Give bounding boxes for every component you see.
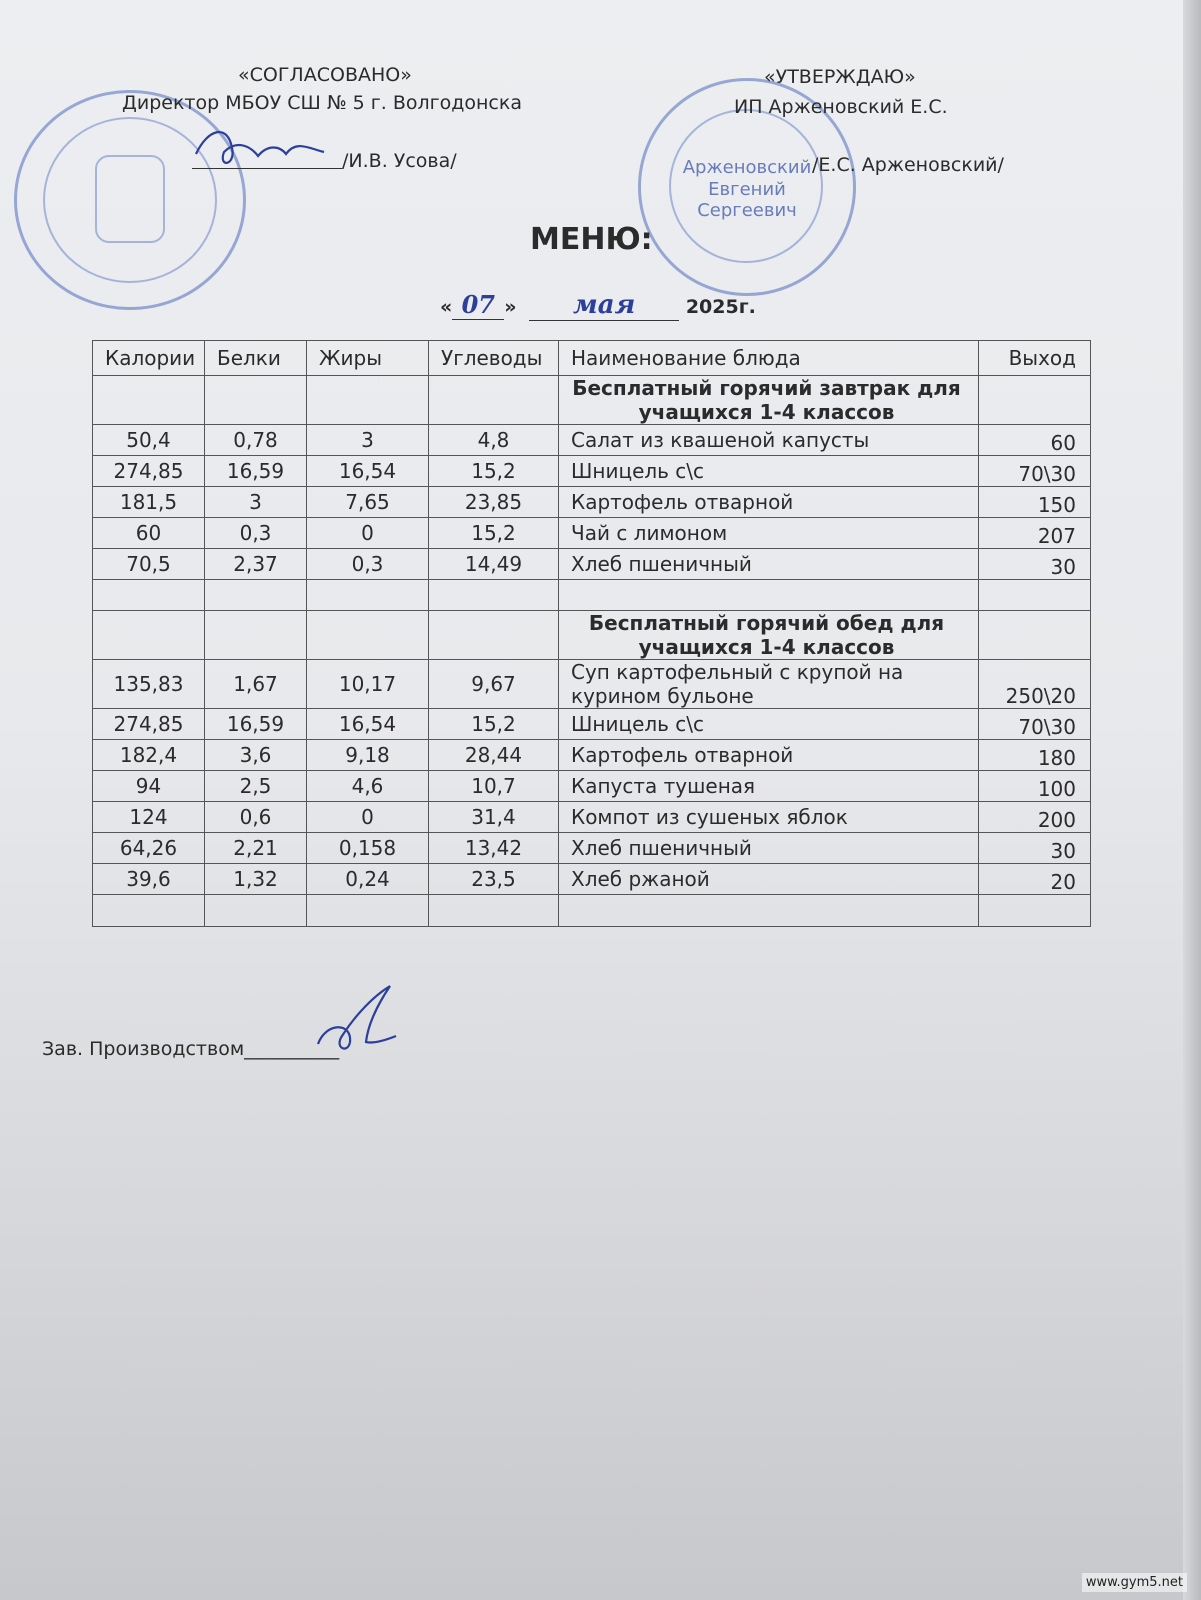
proteins-cell: 1,67 (205, 660, 307, 709)
calories-cell: 181,5 (93, 487, 205, 518)
dish-name-cell: Салат из квашеной капусты (559, 425, 979, 456)
date-year: 2025г. (685, 296, 756, 318)
calories-cell: 39,6 (93, 864, 205, 895)
table-header-row (93, 341, 1091, 376)
dish-name-cell: Суп картофельный с крупой на курином бульоне (559, 660, 979, 709)
yield-cell: 30 (979, 549, 1091, 580)
spacer-row (93, 580, 1091, 611)
proteins-cell: 2,37 (205, 549, 307, 580)
left-signature-scribble (188, 118, 338, 174)
fats-cell: 10,17 (307, 660, 429, 709)
col-header-yield: Выход (979, 341, 1091, 376)
stamp-name-line-1: Арженовский (682, 157, 812, 178)
proteins-cell: 0,78 (205, 425, 307, 456)
col-header-proteins: Белки (205, 341, 307, 376)
proteins-cell: 3,6 (205, 740, 307, 771)
page-title: МЕНЮ: (530, 222, 653, 257)
breakfast-section-row (93, 376, 1091, 425)
calories-cell: 124 (93, 802, 205, 833)
table-row (93, 487, 1091, 518)
col-header-carbs: Углеводы (429, 341, 559, 376)
calories-cell: 274,85 (93, 709, 205, 740)
lunch-rows (93, 660, 1091, 895)
table-row (93, 456, 1091, 487)
yield-cell: 250\20 (979, 660, 1091, 709)
paper-edge (1183, 0, 1201, 1600)
table-row (93, 660, 1091, 709)
date-month: мая (529, 290, 679, 321)
calories-cell: 182,4 (93, 740, 205, 771)
carbs-cell: 15,2 (429, 709, 559, 740)
right-signature-name: /Е.С. Арженовский/ (812, 154, 1004, 176)
table-row (93, 549, 1091, 580)
carbs-cell: 28,44 (429, 740, 559, 771)
dish-name-cell: Шницель с\с (559, 456, 979, 487)
proteins-cell: 1,32 (205, 864, 307, 895)
proteins-cell: 2,21 (205, 833, 307, 864)
date-day: 07 (452, 290, 504, 320)
lunch-section-row (93, 611, 1091, 660)
table-row (93, 864, 1091, 895)
col-header-fats: Жиры (307, 341, 429, 376)
calories-cell: 135,83 (93, 660, 205, 709)
dish-name-cell: Картофель отварной (559, 487, 979, 518)
yield-cell: 150 (979, 487, 1091, 518)
table-row (93, 833, 1091, 864)
lunch-section-title: Бесплатный горячий обед для учащихся 1-4 классов (559, 611, 979, 660)
col-header-calories: Калории (93, 341, 205, 376)
calories-cell: 274,85 (93, 456, 205, 487)
table-row (93, 518, 1091, 549)
proteins-cell: 0,6 (205, 802, 307, 833)
fats-cell: 0 (307, 518, 429, 549)
yield-cell: 207 (979, 518, 1091, 549)
calories-cell: 94 (93, 771, 205, 802)
proteins-cell: 0,3 (205, 518, 307, 549)
table-row (93, 771, 1091, 802)
fats-cell: 16,54 (307, 709, 429, 740)
source-watermark: www.gym5.net (1082, 1573, 1187, 1592)
fats-cell: 0,158 (307, 833, 429, 864)
dish-name-cell: Хлеб ржаной (559, 864, 979, 895)
spacer-row (93, 895, 1091, 927)
proteins-cell: 2,5 (205, 771, 307, 802)
date-close-quote: » (504, 296, 517, 318)
proteins-cell: 3 (205, 487, 307, 518)
yield-cell: 70\30 (979, 709, 1091, 740)
production-signature-scribble (312, 978, 402, 1060)
yield-cell: 200 (979, 802, 1091, 833)
approval-left-position: Директор МБОУ СШ № 5 г. Волгодонска (122, 92, 522, 114)
stamp-name-line-3: Сергеевич (697, 200, 797, 222)
table-row (93, 709, 1091, 740)
dish-name-cell: Чай с лимоном (559, 518, 979, 549)
table-row (93, 740, 1091, 771)
calories-cell: 64,26 (93, 833, 205, 864)
yield-cell: 30 (979, 833, 1091, 864)
calories-cell: 50,4 (93, 425, 205, 456)
carbs-cell: 14,49 (429, 549, 559, 580)
yield-cell: 70\30 (979, 456, 1091, 487)
fats-cell: 3 (307, 425, 429, 456)
fats-cell: 7,65 (307, 487, 429, 518)
proteins-cell: 16,59 (205, 709, 307, 740)
left-signature-name: /И.В. Усова/ (342, 150, 457, 172)
dish-name-cell: Хлеб пшеничный (559, 833, 979, 864)
carbs-cell: 23,85 (429, 487, 559, 518)
carbs-cell: 13,42 (429, 833, 559, 864)
approval-right-position: ИП Арженовский Е.С. (734, 96, 948, 118)
fats-cell: 0,24 (307, 864, 429, 895)
yield-cell: 60 (979, 425, 1091, 456)
breakfast-rows (93, 425, 1091, 580)
carbs-cell: 23,5 (429, 864, 559, 895)
carbs-cell: 15,2 (429, 518, 559, 549)
dish-name-cell: Хлеб пшеничный (559, 549, 979, 580)
yield-cell: 180 (979, 740, 1091, 771)
carbs-cell: 10,7 (429, 771, 559, 802)
carbs-cell: 4,8 (429, 425, 559, 456)
table-row (93, 802, 1091, 833)
col-header-dish-name: Наименование блюда (559, 341, 979, 376)
fats-cell: 9,18 (307, 740, 429, 771)
carbs-cell: 31,4 (429, 802, 559, 833)
breakfast-section-title: Бесплатный горячий завтрак для учащихся 1-4 классов (559, 376, 979, 425)
fats-cell: 4,6 (307, 771, 429, 802)
stamp-name-line-2: Евгений (708, 178, 786, 200)
yield-cell: 20 (979, 864, 1091, 895)
calories-cell: 70,5 (93, 549, 205, 580)
dish-name-cell: Картофель отварной (559, 740, 979, 771)
carbs-cell: 9,67 (429, 660, 559, 709)
menu-table (92, 340, 1091, 927)
yield-cell: 100 (979, 771, 1091, 802)
production-manager-label: Зав. Производством__________ (42, 1038, 340, 1060)
table-row (93, 425, 1091, 456)
calories-cell: 60 (93, 518, 205, 549)
date-open-quote: « (440, 296, 453, 318)
date-line (440, 290, 756, 321)
fats-cell: 16,54 (307, 456, 429, 487)
proteins-cell: 16,59 (205, 456, 307, 487)
dish-name-cell: Шницель с\с (559, 709, 979, 740)
approval-right-label: «УТВЕРЖДАЮ» (764, 66, 916, 88)
fats-cell: 0,3 (307, 549, 429, 580)
dish-name-cell: Капуста тушеная (559, 771, 979, 802)
fats-cell: 0 (307, 802, 429, 833)
dish-name-cell: Компот из сушеных яблок (559, 802, 979, 833)
approval-left-label: «СОГЛАСОВАНО» (238, 64, 412, 86)
carbs-cell: 15,2 (429, 456, 559, 487)
